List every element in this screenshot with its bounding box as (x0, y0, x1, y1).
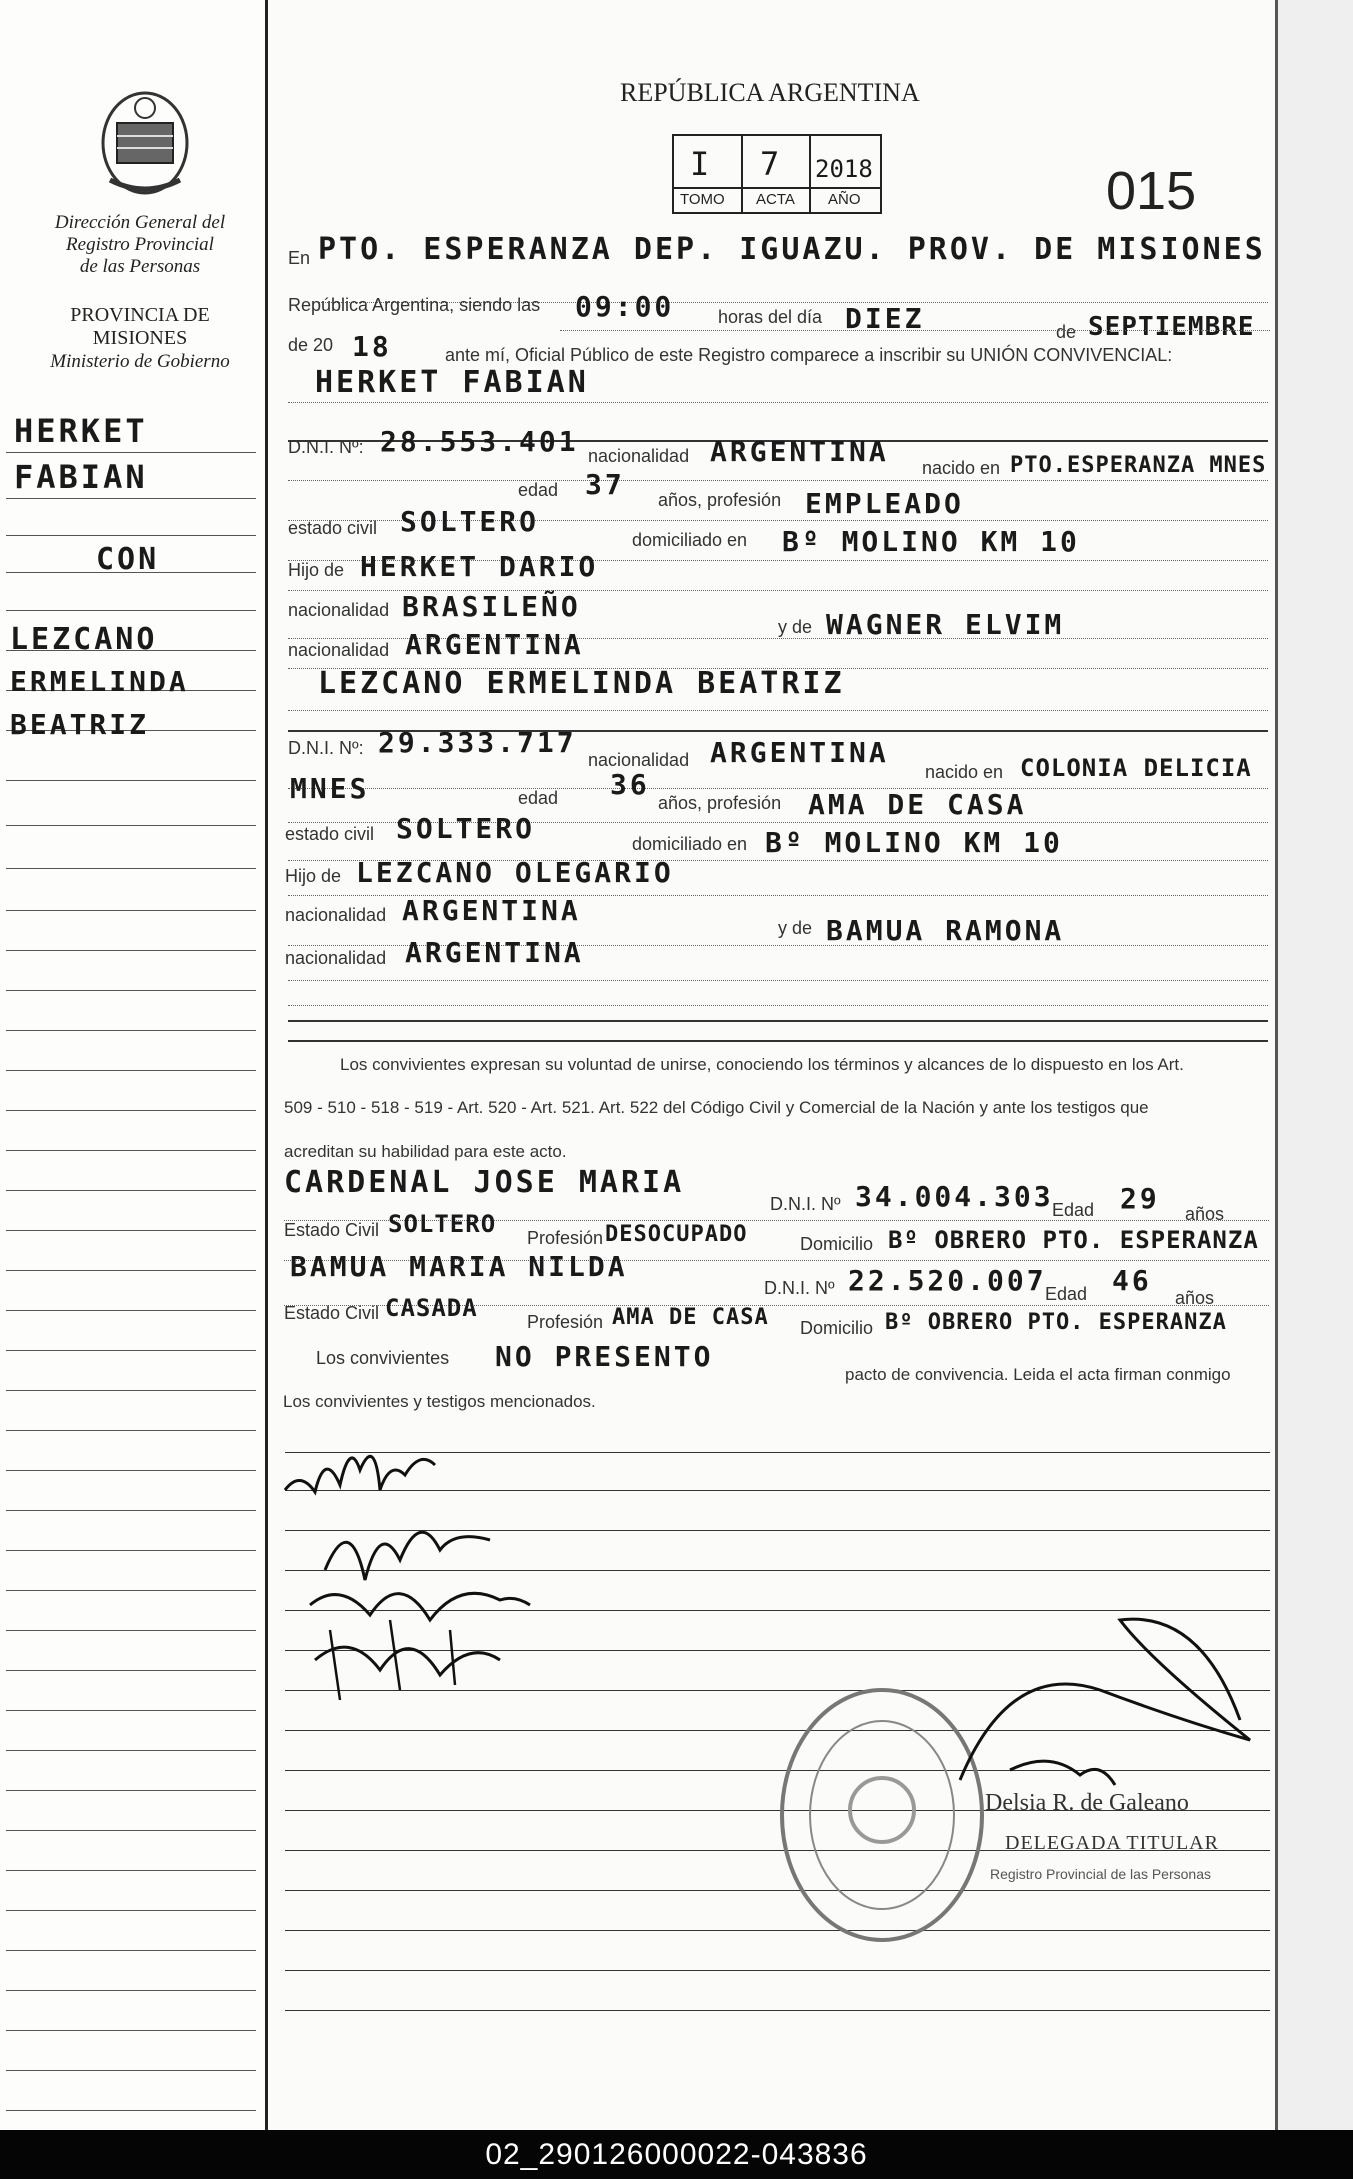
p2-father-value: LEZCANO OLEGARIO (356, 856, 674, 889)
p2-dni-value: 29.333.717 (378, 726, 577, 759)
w1-estado-value: SOLTERO (388, 1210, 497, 1238)
p1-father-value: HERKET DARIO (360, 550, 599, 583)
day-value: DIEZ (845, 302, 925, 335)
p1-fnat-value: BRASILEÑO (402, 590, 581, 623)
w2-dni-value: 22.520.007 (848, 1264, 1047, 1297)
month-value: SEPTIEMBRE (1088, 312, 1255, 342)
p1-dni-value: 28.553.401 (380, 425, 579, 458)
p2-dni-label: D.N.I. Nº: (288, 738, 364, 758)
p2-mnat-label: nacionalidad (285, 948, 387, 968)
p2-age-value: 36 (610, 768, 650, 801)
witness2-name: BAMUA MARIA NILDA (290, 1250, 628, 1283)
w1-estado-label: Estado Civil (284, 1220, 380, 1240)
sidebar-ministry: Ministerio de Gobierno (50, 351, 230, 372)
pact-value: NO PRESENTO (495, 1340, 714, 1373)
margin-name-3: CON (96, 542, 160, 577)
w2-anos-label: años (1175, 1288, 1215, 1308)
acta-value: 7 (760, 145, 783, 183)
person1-name: HERKET FABIAN (315, 365, 589, 400)
official-name: Delsia R. de Galeano (985, 1790, 1189, 1816)
p1-mnat-value: ARGENTINA (405, 628, 584, 661)
w1-prof-label: Profesión (527, 1228, 604, 1248)
right-page-shadow (1278, 0, 1353, 2130)
ano-label: AÑO (828, 191, 861, 208)
official-text: ante mí, Oficial Público de este Registro comparece a inscribir su UNIÓN CONVIVENCIAL: (445, 345, 1173, 365)
p2-dom-value: Bº MOLINO KM 10 (765, 826, 1063, 859)
sidebar-province1: PROVINCIA DE (70, 304, 210, 326)
p2-estado-label: estado civil (285, 824, 375, 844)
p2-nat-label: nacionalidad (588, 750, 690, 770)
time-value: 09:00 (575, 290, 675, 323)
signatures-icon (280, 1430, 540, 1720)
p1-estado-value: SOLTERO (400, 505, 540, 538)
w2-estado-value: CASADA (385, 1294, 478, 1322)
w1-dom-label: Domicilio (800, 1234, 874, 1254)
w1-edad-label: Edad (1052, 1200, 1095, 1220)
p1-nat-label: nacionalidad (588, 446, 690, 466)
w1-anos-label: años (1185, 1204, 1225, 1224)
person2-name: LEZCANO ERMELINDA BEATRIZ (318, 666, 845, 701)
place-value: PTO. ESPERANZA DEP. IGUAZU. PROV. DE MISIONES (318, 232, 1266, 267)
footer-id: 02_290126000022-043836 (485, 2138, 868, 2171)
p2-prof-value: AMA DE CASA (808, 788, 1027, 821)
w1-prof-value: DESOCUPADO (605, 1222, 748, 1247)
sidebar-province2: MISIONES (92, 327, 188, 349)
p2-mnat-value: ARGENTINA (405, 936, 584, 969)
en-label: En (288, 248, 311, 268)
horas-label: horas del día (718, 307, 823, 327)
w2-prof-value: AMA DE CASA (612, 1305, 769, 1330)
witness1-name: CARDENAL JOSE MARIA (284, 1165, 685, 1200)
p1-nacido-label: nacido en (922, 458, 1001, 478)
p1-dni-label: D.N.I. Nº: (288, 437, 364, 457)
sidebar-line2: Registro Provincial (66, 234, 214, 255)
sidebar-header (30, 212, 250, 278)
official-signature-icon (950, 1600, 1270, 1800)
p1-prof-label: años, profesión (658, 490, 782, 510)
p1-mother-value: WAGNER ELVIM (826, 608, 1065, 641)
w1-dni-label: D.N.I. Nº (770, 1194, 841, 1214)
p2-birthplace2-value: MNES (290, 772, 370, 805)
p1-birthplace-value: PTO.ESPERANZA MNES (1010, 453, 1267, 478)
p1-estado-label: estado civil (288, 518, 378, 538)
pact-label-after: pacto de convivencia. Leida el acta firman conmigo (845, 1365, 1231, 1384)
p1-fnat-label: nacionalidad (288, 600, 390, 620)
sidebar-line3: de las Personas (79, 256, 201, 277)
p1-dom-label: domiciliado en (632, 530, 748, 550)
p1-nat-value: ARGENTINA (710, 435, 889, 468)
p2-birthplace-value: COLONIA DELICIA (1020, 754, 1252, 782)
pact-closing: Los convivientes y testigos mencionados. (283, 1392, 596, 1411)
margin-name-1: HERKET (14, 412, 148, 450)
w2-dom-label: Domicilio (800, 1318, 874, 1338)
p2-estado-value: SOLTERO (396, 812, 536, 845)
year-suffix: 18 (352, 330, 392, 363)
p2-dom-label: domiciliado en (632, 834, 748, 854)
margin-name-4: LEZCANO (10, 622, 158, 657)
tomo-label: TOMO (680, 191, 725, 208)
ano-value: 2018 (815, 155, 873, 183)
de-label: de (1056, 322, 1077, 342)
p2-prof-label: años, profesión (658, 793, 782, 813)
province-crest-icon (95, 88, 195, 203)
p1-prof-value: EMPLEADO (805, 487, 964, 520)
p2-nat-value: ARGENTINA (710, 736, 889, 769)
p1-edad-label: edad (518, 480, 559, 500)
sidebar-province (30, 304, 250, 373)
margin-name-2: FABIAN (14, 458, 148, 496)
p2-nacido-label: nacido en (925, 762, 1004, 782)
margin-name-5: ERMELINDA (10, 665, 189, 698)
p1-yde-label: y de (778, 617, 813, 637)
p2-fnat-value: ARGENTINA (402, 894, 581, 927)
tomo-value: I (690, 145, 713, 183)
year-prefix: de 20 (288, 335, 334, 355)
legal-line1: Los convivientes expresan su voluntad de unirse, conociendo los términos y alcances de lo dispuesto en los Art. (340, 1055, 1184, 1074)
p2-hijo-label: Hijo de (285, 866, 342, 886)
official-title: DELEGADA TITULAR (1005, 1832, 1219, 1854)
p2-mother-value: BAMUA RAMONA (826, 914, 1065, 947)
country-header: REPÚBLICA ARGENTINA (620, 78, 920, 107)
official-office: Registro Provincial de las Personas (990, 1866, 1211, 1882)
w2-age-value: 46 (1112, 1264, 1152, 1297)
p1-mnat-label: nacionalidad (288, 640, 390, 660)
p2-edad-label: edad (518, 788, 559, 808)
sidebar-line1: Dirección General del (54, 212, 226, 233)
w2-prof-label: Profesión (527, 1312, 604, 1332)
legal-line2: 509 - 510 - 518 - 519 - Art. 520 - Art. 521. Art. 522 del Código Civil y Comercial de la Nación y ante los testigos que (284, 1098, 1149, 1117)
p1-dom-value: Bº MOLINO KM 10 (782, 525, 1080, 558)
w1-dom-value: Bº OBRERO PTO. ESPERANZA (888, 1226, 1259, 1254)
p2-yde-label: y de (778, 918, 813, 938)
margin-name-6: BEATRIZ (10, 708, 150, 741)
w2-dni-label: D.N.I. Nº (764, 1278, 835, 1298)
w1-age-value: 29 (1120, 1182, 1160, 1215)
pact-label-before: Los convivientes (316, 1348, 450, 1368)
p1-hijo-label: Hijo de (288, 560, 345, 580)
w2-estado-label: Estado Civil (284, 1303, 380, 1323)
w1-dni-value: 34.004.303 (855, 1180, 1054, 1213)
legal-line3: acreditan su habilidad para este acto. (284, 1142, 567, 1161)
w2-edad-label: Edad (1045, 1284, 1088, 1304)
page-number: 015 (1106, 161, 1197, 221)
p1-age-value: 37 (585, 468, 625, 501)
p2-fnat-label: nacionalidad (285, 905, 387, 925)
siendo-label: República Argentina, siendo las (288, 295, 541, 315)
w2-dom-value: Bº OBRERO PTO. ESPERANZA (885, 1310, 1227, 1335)
acta-label: ACTA (756, 191, 795, 208)
